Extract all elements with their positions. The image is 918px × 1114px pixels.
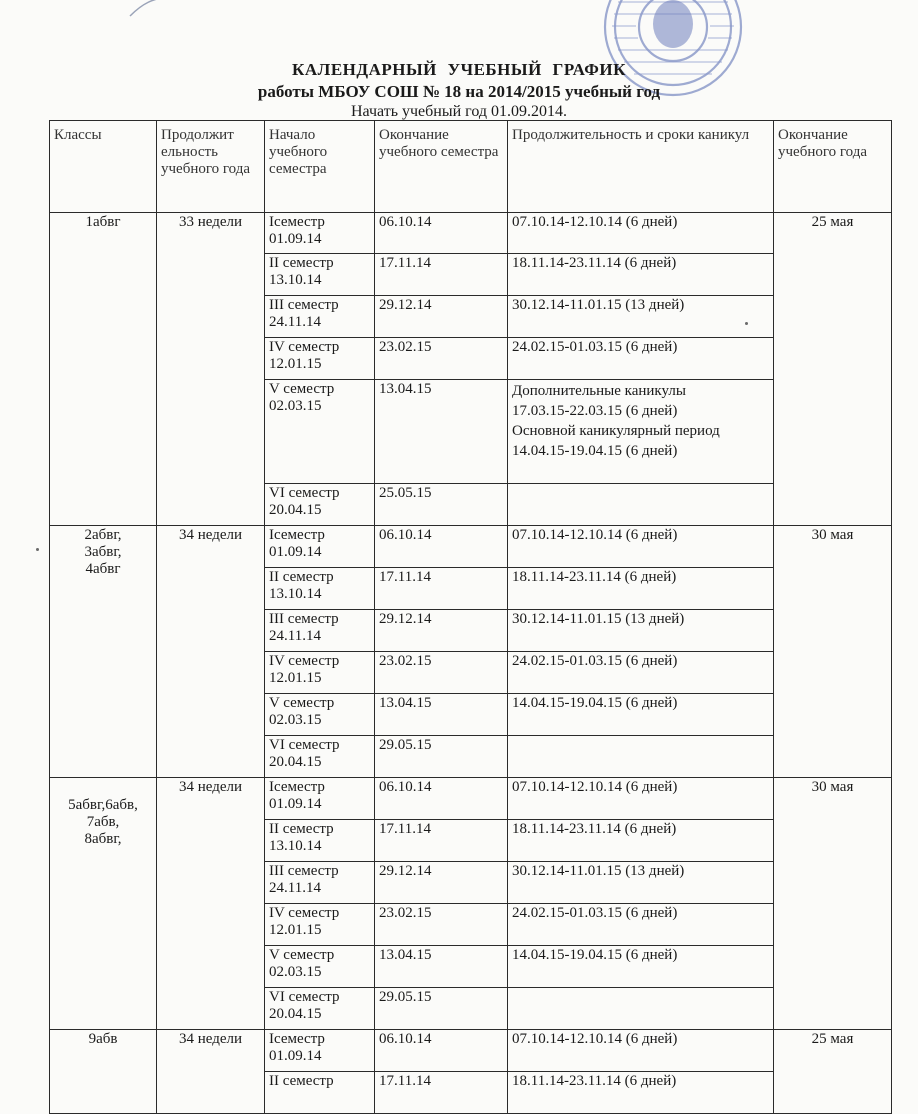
semester-start-cell: IV семестр 12.01.15: [265, 904, 375, 946]
semester-end-cell: 29.12.14: [375, 610, 508, 652]
class-cell: 1абвг: [50, 213, 157, 526]
semester-end-cell: 17.11.14: [375, 568, 508, 610]
vacation-cell: 14.04.15-19.04.15 (6 дней): [508, 694, 774, 736]
table-row: [50, 526, 892, 568]
semester-end-cell: 23.02.15: [375, 652, 508, 694]
column-header: Продолжительность и сроки каникул: [508, 121, 774, 213]
class-line: 5абвг,6абв,: [68, 797, 138, 813]
column-header: Продолжит ельность учебного года: [157, 121, 265, 213]
vacation-cell: 07.10.14-12.10.14 (6 дней): [508, 778, 774, 820]
semester-end-cell: 29.12.14: [375, 862, 508, 904]
semester-end-cell: 06.10.14: [375, 1030, 508, 1072]
semester-start-cell: III семестр 24.11.14: [265, 610, 375, 652]
vacation-line: 17.03.15-22.03.15 (6 дней): [512, 403, 678, 419]
semester-end-cell: 17.11.14: [375, 820, 508, 862]
semester-start-cell: II семестр 13.10.14: [265, 254, 375, 296]
vacation-cell: 07.10.14-12.10.14 (6 дней): [508, 1030, 774, 1072]
year-duration-cell: 34 недели: [157, 1030, 265, 1114]
year-duration-cell: 34 недели: [157, 526, 265, 778]
table-row: [50, 213, 892, 254]
vacation-cell: [508, 988, 774, 1030]
column-header: Окончание учебного семестра: [375, 121, 508, 213]
semester-end-cell: 29.05.15: [375, 736, 508, 778]
year-end-cell: 30 мая: [774, 526, 892, 778]
semester-start-cell: Iсеместр 01.09.14: [265, 778, 375, 820]
vacation-cell: 07.10.14-12.10.14 (6 дней): [508, 526, 774, 568]
semester-start-cell: III семестр 24.11.14: [265, 296, 375, 338]
document-subtitle: работы МБОУ СОШ № 18 на 2014/2015 учебный год: [257, 82, 661, 101]
semester-start-cell: II семестр 13.10.14: [265, 568, 375, 610]
year-duration-cell: 33 недели: [157, 213, 265, 526]
class-line: 4абвг: [85, 561, 121, 577]
class-line: 3абвг,: [84, 544, 122, 560]
school-year-start: Начать учебный год 01.09.2014.: [350, 103, 568, 120]
vacation-cell: 24.02.15-01.03.15 (6 дней): [508, 652, 774, 694]
semester-start-cell: IV семестр 12.01.15: [265, 652, 375, 694]
vacation-cell: [508, 736, 774, 778]
semester-end-cell: 06.10.14: [375, 526, 508, 568]
year-end-cell: 25 мая: [774, 1030, 892, 1114]
vacation-cell: 30.12.14-11.01.15 (13 дней): [508, 296, 774, 338]
semester-start-cell: Iсеместр 01.09.14: [265, 1030, 375, 1072]
vacation-cell: [508, 484, 774, 526]
semester-end-cell: 13.04.15: [375, 694, 508, 736]
semester-end-cell: 13.04.15: [375, 946, 508, 988]
semester-end-cell: 13.04.15: [375, 380, 508, 484]
class-line: 7абв,: [86, 814, 120, 830]
semester-start-cell: VI семестр 20.04.15: [265, 988, 375, 1030]
semester-start-cell: Iсеместр 01.09.14: [265, 213, 375, 254]
vacation-cell: 24.02.15-01.03.15 (6 дней): [508, 338, 774, 380]
semester-end-cell: 23.02.15: [375, 338, 508, 380]
schedule-table: [49, 120, 892, 1114]
vacation-line: 14.04.15-19.04.15 (6 дней): [512, 443, 678, 459]
table-row: [50, 778, 892, 820]
year-duration-cell: 34 недели: [157, 778, 265, 1030]
semester-end-cell: 23.02.15: [375, 904, 508, 946]
year-end-cell: 30 мая: [774, 778, 892, 1030]
semester-start-cell: III семестр 24.11.14: [265, 862, 375, 904]
vacation-cell: 14.04.15-19.04.15 (6 дней): [508, 946, 774, 988]
semester-start-cell: VI семестр 20.04.15: [265, 484, 375, 526]
class-line: 2абвг,: [84, 527, 122, 543]
column-header: Окончание учебного года: [774, 121, 892, 213]
semester-end-cell: 06.10.14: [375, 778, 508, 820]
vacation-cell: 24.02.15-01.03.15 (6 дней): [508, 904, 774, 946]
semester-start-cell: VI семестр 20.04.15: [265, 736, 375, 778]
vacation-cell: 07.10.14-12.10.14 (6 дней): [508, 213, 774, 254]
vacation-cell: 30.12.14-11.01.15 (13 дней): [508, 862, 774, 904]
semester-start-cell: II семестр 13.10.14: [265, 820, 375, 862]
table-row: [50, 1030, 892, 1072]
semester-start-cell: V семестр 02.03.15: [265, 380, 375, 484]
semester-end-cell: 06.10.14: [375, 213, 508, 254]
class-cell: [50, 778, 157, 1030]
class-line: 8абвг,: [84, 831, 122, 847]
vacation-line: Дополнительные каникулы: [512, 383, 686, 399]
vacation-cell: 18.11.14-23.11.14 (6 дней): [508, 1072, 774, 1114]
vacation-cell: 30.12.14-11.01.15 (13 дней): [508, 610, 774, 652]
vacation-cell-multiline: [508, 380, 774, 484]
semester-end-cell: 17.11.14: [375, 1072, 508, 1114]
class-cell: 9абв: [50, 1030, 157, 1114]
semester-start-cell: II семестр: [265, 1072, 375, 1114]
vacation-cell: 18.11.14-23.11.14 (6 дней): [508, 254, 774, 296]
vacation-line: Основной каникулярный период: [512, 423, 720, 439]
semester-start-cell: Iсеместр 01.09.14: [265, 526, 375, 568]
class-cell: [50, 526, 157, 778]
vacation-cell: 18.11.14-23.11.14 (6 дней): [508, 820, 774, 862]
document-title: КАЛЕНДАРНЫЙ УЧЕБНЫЙ ГРАФИК: [292, 60, 626, 79]
scan-speck: [36, 548, 39, 551]
column-header: Классы: [50, 121, 157, 213]
semester-end-cell: 29.05.15: [375, 988, 508, 1030]
year-end-cell: 25 мая: [774, 213, 892, 526]
semester-start-cell: IV семестр 12.01.15: [265, 338, 375, 380]
table-header-row: [50, 121, 892, 213]
semester-end-cell: 29.12.14: [375, 296, 508, 338]
column-header: Начало учебного семестра: [265, 121, 375, 213]
semester-end-cell: 17.11.14: [375, 254, 508, 296]
semester-start-cell: V семестр 02.03.15: [265, 946, 375, 988]
pen-scribble: [122, 0, 182, 24]
vacation-cell: 18.11.14-23.11.14 (6 дней): [508, 568, 774, 610]
semester-start-cell: V семестр 02.03.15: [265, 694, 375, 736]
semester-end-cell: 25.05.15: [375, 484, 508, 526]
